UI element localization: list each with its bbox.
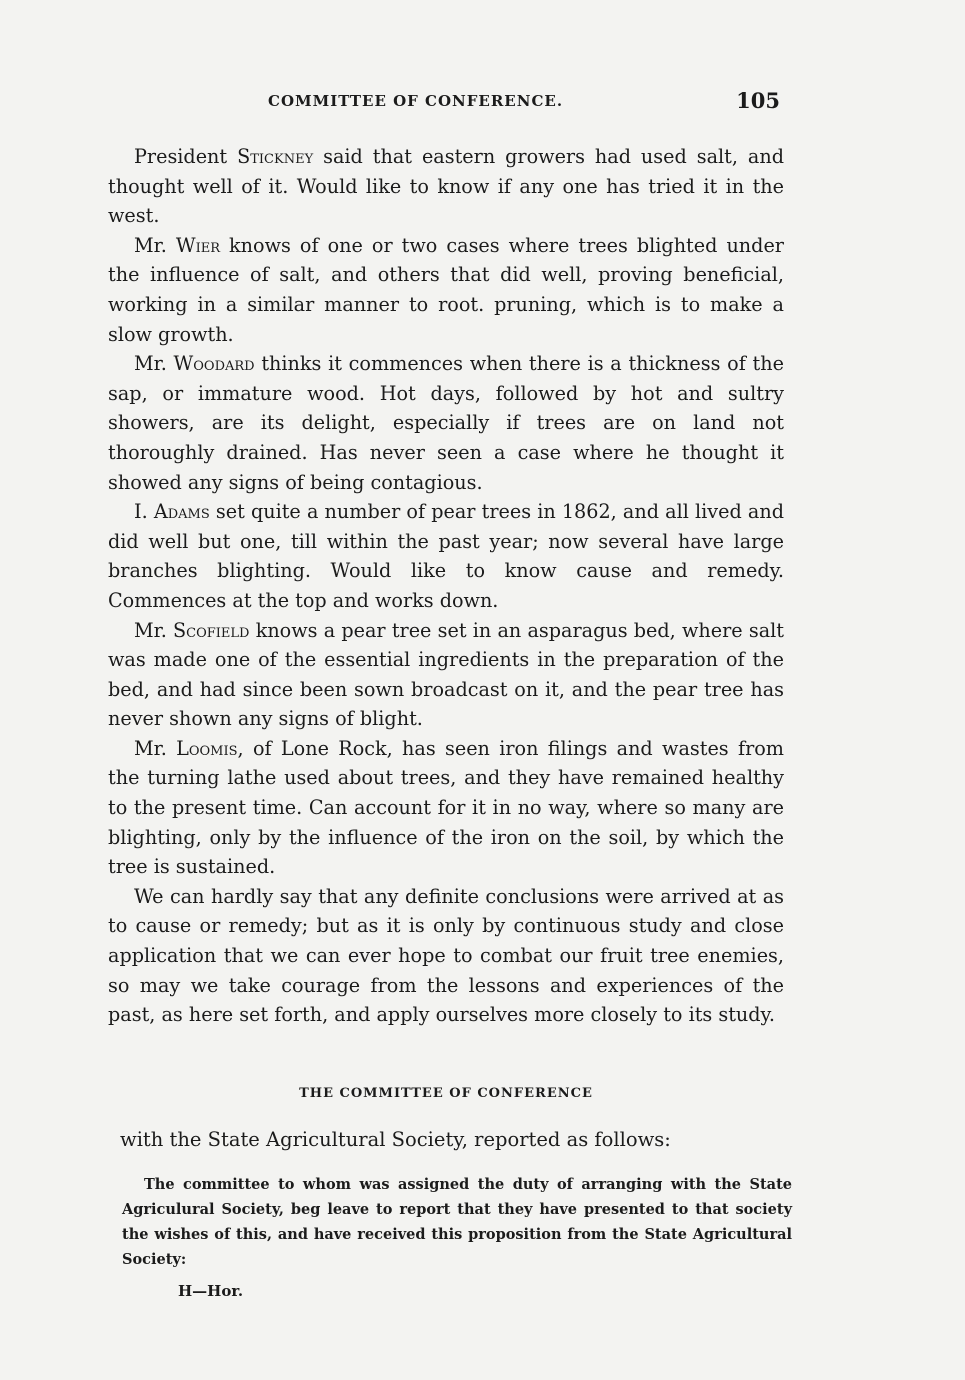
- paragraph-conclusion: [108, 882, 784, 1030]
- paragraph-text: knows of one or two cases where trees blighted under the influence of salt, and others that did well, proving beneficial, working in a similar manner to root. pruning, which is to make a slow growth.: [108, 233, 784, 346]
- paragraph-wier: [108, 231, 784, 349]
- paragraph-scofield: [108, 616, 784, 734]
- paragraph-prefix: Mr.: [134, 233, 176, 257]
- paragraph-prefix: President: [134, 145, 238, 168]
- page-header: [108, 88, 788, 118]
- paragraph-text: knows a pear tree set in an asparagus bed, where salt was made one of the essential ingredients in the preparation of the bed, and had since been sown broadcast on it, and the pear tree has never shown any signs of blight.: [108, 618, 784, 731]
- running-head: COMMITTEE OF CONFERENCE.: [268, 92, 564, 110]
- paragraph-text: set quite a number of pear trees in 1862, and all lived and did well but one, till within the past year; now several have large branches blighting. Would like to know cause and remedy. Commences at the top and works down.: [108, 500, 785, 612]
- paragraph-prefix: Mr.: [134, 618, 174, 642]
- report-text: The committee to whom was assigned the duty of arranging with the State Agriculural Society, beg leave to report that they have presented to that society the wishes of this, and have received this proposition from the State Agricultural Society:: [122, 1176, 792, 1268]
- speaker-name: Woodard: [173, 352, 255, 376]
- body-text: [108, 142, 784, 1030]
- page-number: 105: [736, 88, 780, 113]
- paragraph-text: , of Lone Rock, has seen iron filings and wastes from the turning lathe used about trees, and they have remained healthy to the present time. Can account for it in no way, where so many are blighting, only by the influence of the iron on the soil, by which the tree is sustained.: [108, 736, 784, 879]
- speaker-name: Adams: [153, 500, 210, 524]
- paragraph-adams: [108, 497, 784, 615]
- paragraph-prefix: Mr.: [134, 352, 174, 376]
- speaker-name: Loomis: [176, 736, 238, 760]
- paragraph-woodard: [108, 349, 784, 497]
- paragraph-text: We can hardly say that any definite conclusions were arrived at as to cause or remedy; but as it is only by continuous study and close application that we can ever hope to combat our fruit tree enemies, so may we take courage from the lessons and experiences of the past, as here set forth, and apply ourselves more closely to its study.: [108, 884, 784, 1027]
- paragraph-stickney: [108, 142, 784, 231]
- signature: H—Hor.: [178, 1282, 244, 1300]
- section-heading: THE COMMITTEE OF CONFERENCE: [299, 1086, 593, 1101]
- section-intro: with the State Agricultural Society, reported as follows:: [120, 1128, 671, 1151]
- paragraph-text: thinks it commences when there is a thickness of the sap, or immature wood. Hot days, followed by hot and sultry showers, are its delight, especially if trees are on land not thoroughly drained. Has never seen a case where he thought it showed any signs of being contagious.: [108, 352, 784, 494]
- speaker-name: Stickney: [237, 145, 314, 168]
- paragraph-text: said that eastern growers had used salt, and thought well of it. Would like to know if any one has tried it in the west.: [108, 145, 784, 228]
- speaker-name: Wier: [175, 233, 220, 257]
- committee-report: [122, 1172, 792, 1272]
- speaker-name: Scofield: [173, 618, 250, 642]
- paragraph-prefix: I.: [134, 500, 154, 524]
- paragraph-loomis: [108, 734, 784, 882]
- paragraph-prefix: Mr.: [134, 736, 177, 760]
